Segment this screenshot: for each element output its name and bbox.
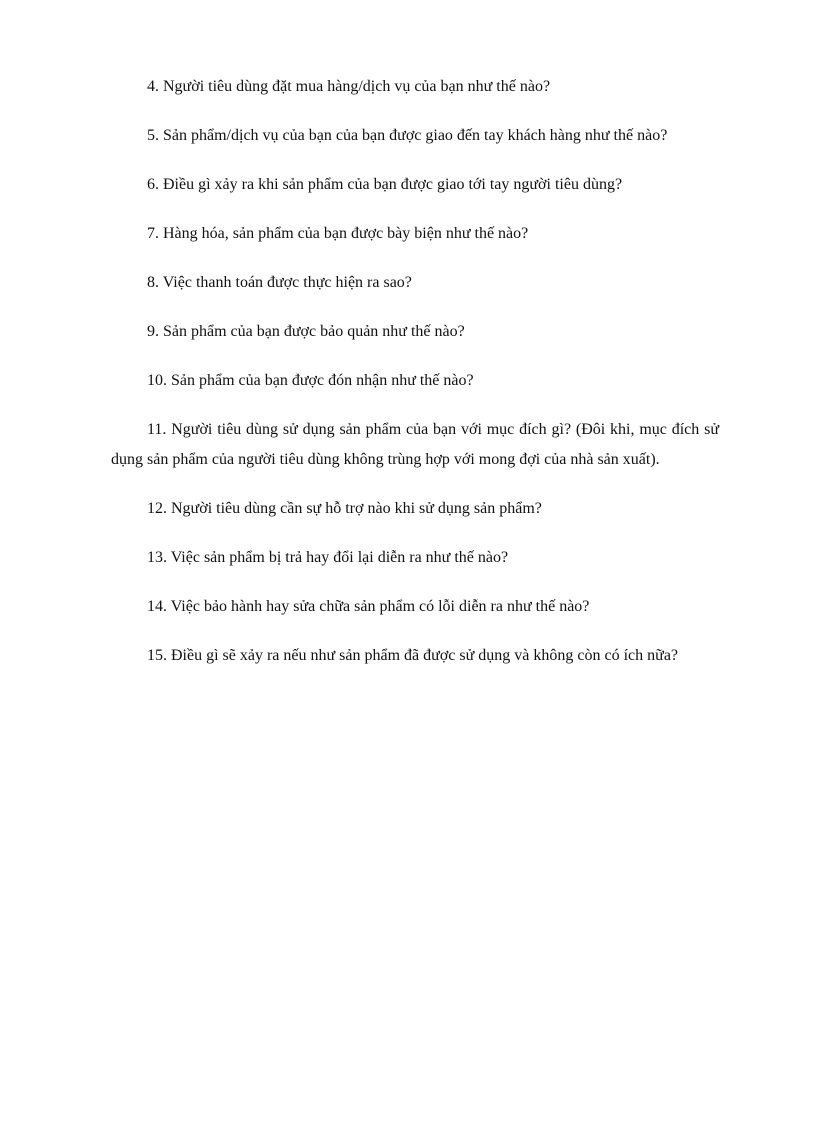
question-4: 4. Người tiêu dùng đặt mua hàng/dịch vụ của bạn như thế nào? bbox=[147, 78, 551, 95]
question-8: 8. Việc thanh toán được thực hiện ra sao? bbox=[147, 274, 412, 291]
question-5: 5. Sản phẩm/dịch vụ của bạn của bạn được giao đến tay khách hàng như thế nào? bbox=[147, 127, 668, 144]
question-14: 14. Việc bảo hành hay sửa chữa sản phẩm có lỗi diễn ra như thế nào? bbox=[147, 598, 590, 615]
question-11: 11. Người tiêu dùng sử dụng sản phẩm của bạn với mục đích gì? (Đôi khi, mục đích sử dụng sản phẩm của người tiêu dùng không trùng hợp với mong đợi của nhà sản xuất). bbox=[111, 421, 719, 468]
question-13: 13. Việc sản phẩm bị trả hay đổi lại diễn ra như thế nào? bbox=[147, 549, 509, 566]
question-6: 6. Điều gì xảy ra khi sản phẩm của bạn được giao tới tay người tiêu dùng? bbox=[147, 176, 623, 193]
question-12: 12. Người tiêu dùng cần sự hỗ trợ nào khi sử dụng sản phẩm? bbox=[147, 500, 542, 517]
question-10: 10. Sản phẩm của bạn được đón nhận như thế nào? bbox=[147, 372, 474, 389]
question-list bbox=[111, 72, 719, 690]
question-7: 7. Hàng hóa, sản phẩm của bạn được bày biện như thế nào? bbox=[147, 225, 529, 242]
question-15: 15. Điều gì sẽ xảy ra nếu như sản phẩm đã được sử dụng và không còn có ích nữa? bbox=[147, 647, 679, 664]
question-9: 9. Sản phẩm của bạn được bảo quản như thế nào? bbox=[147, 323, 465, 340]
